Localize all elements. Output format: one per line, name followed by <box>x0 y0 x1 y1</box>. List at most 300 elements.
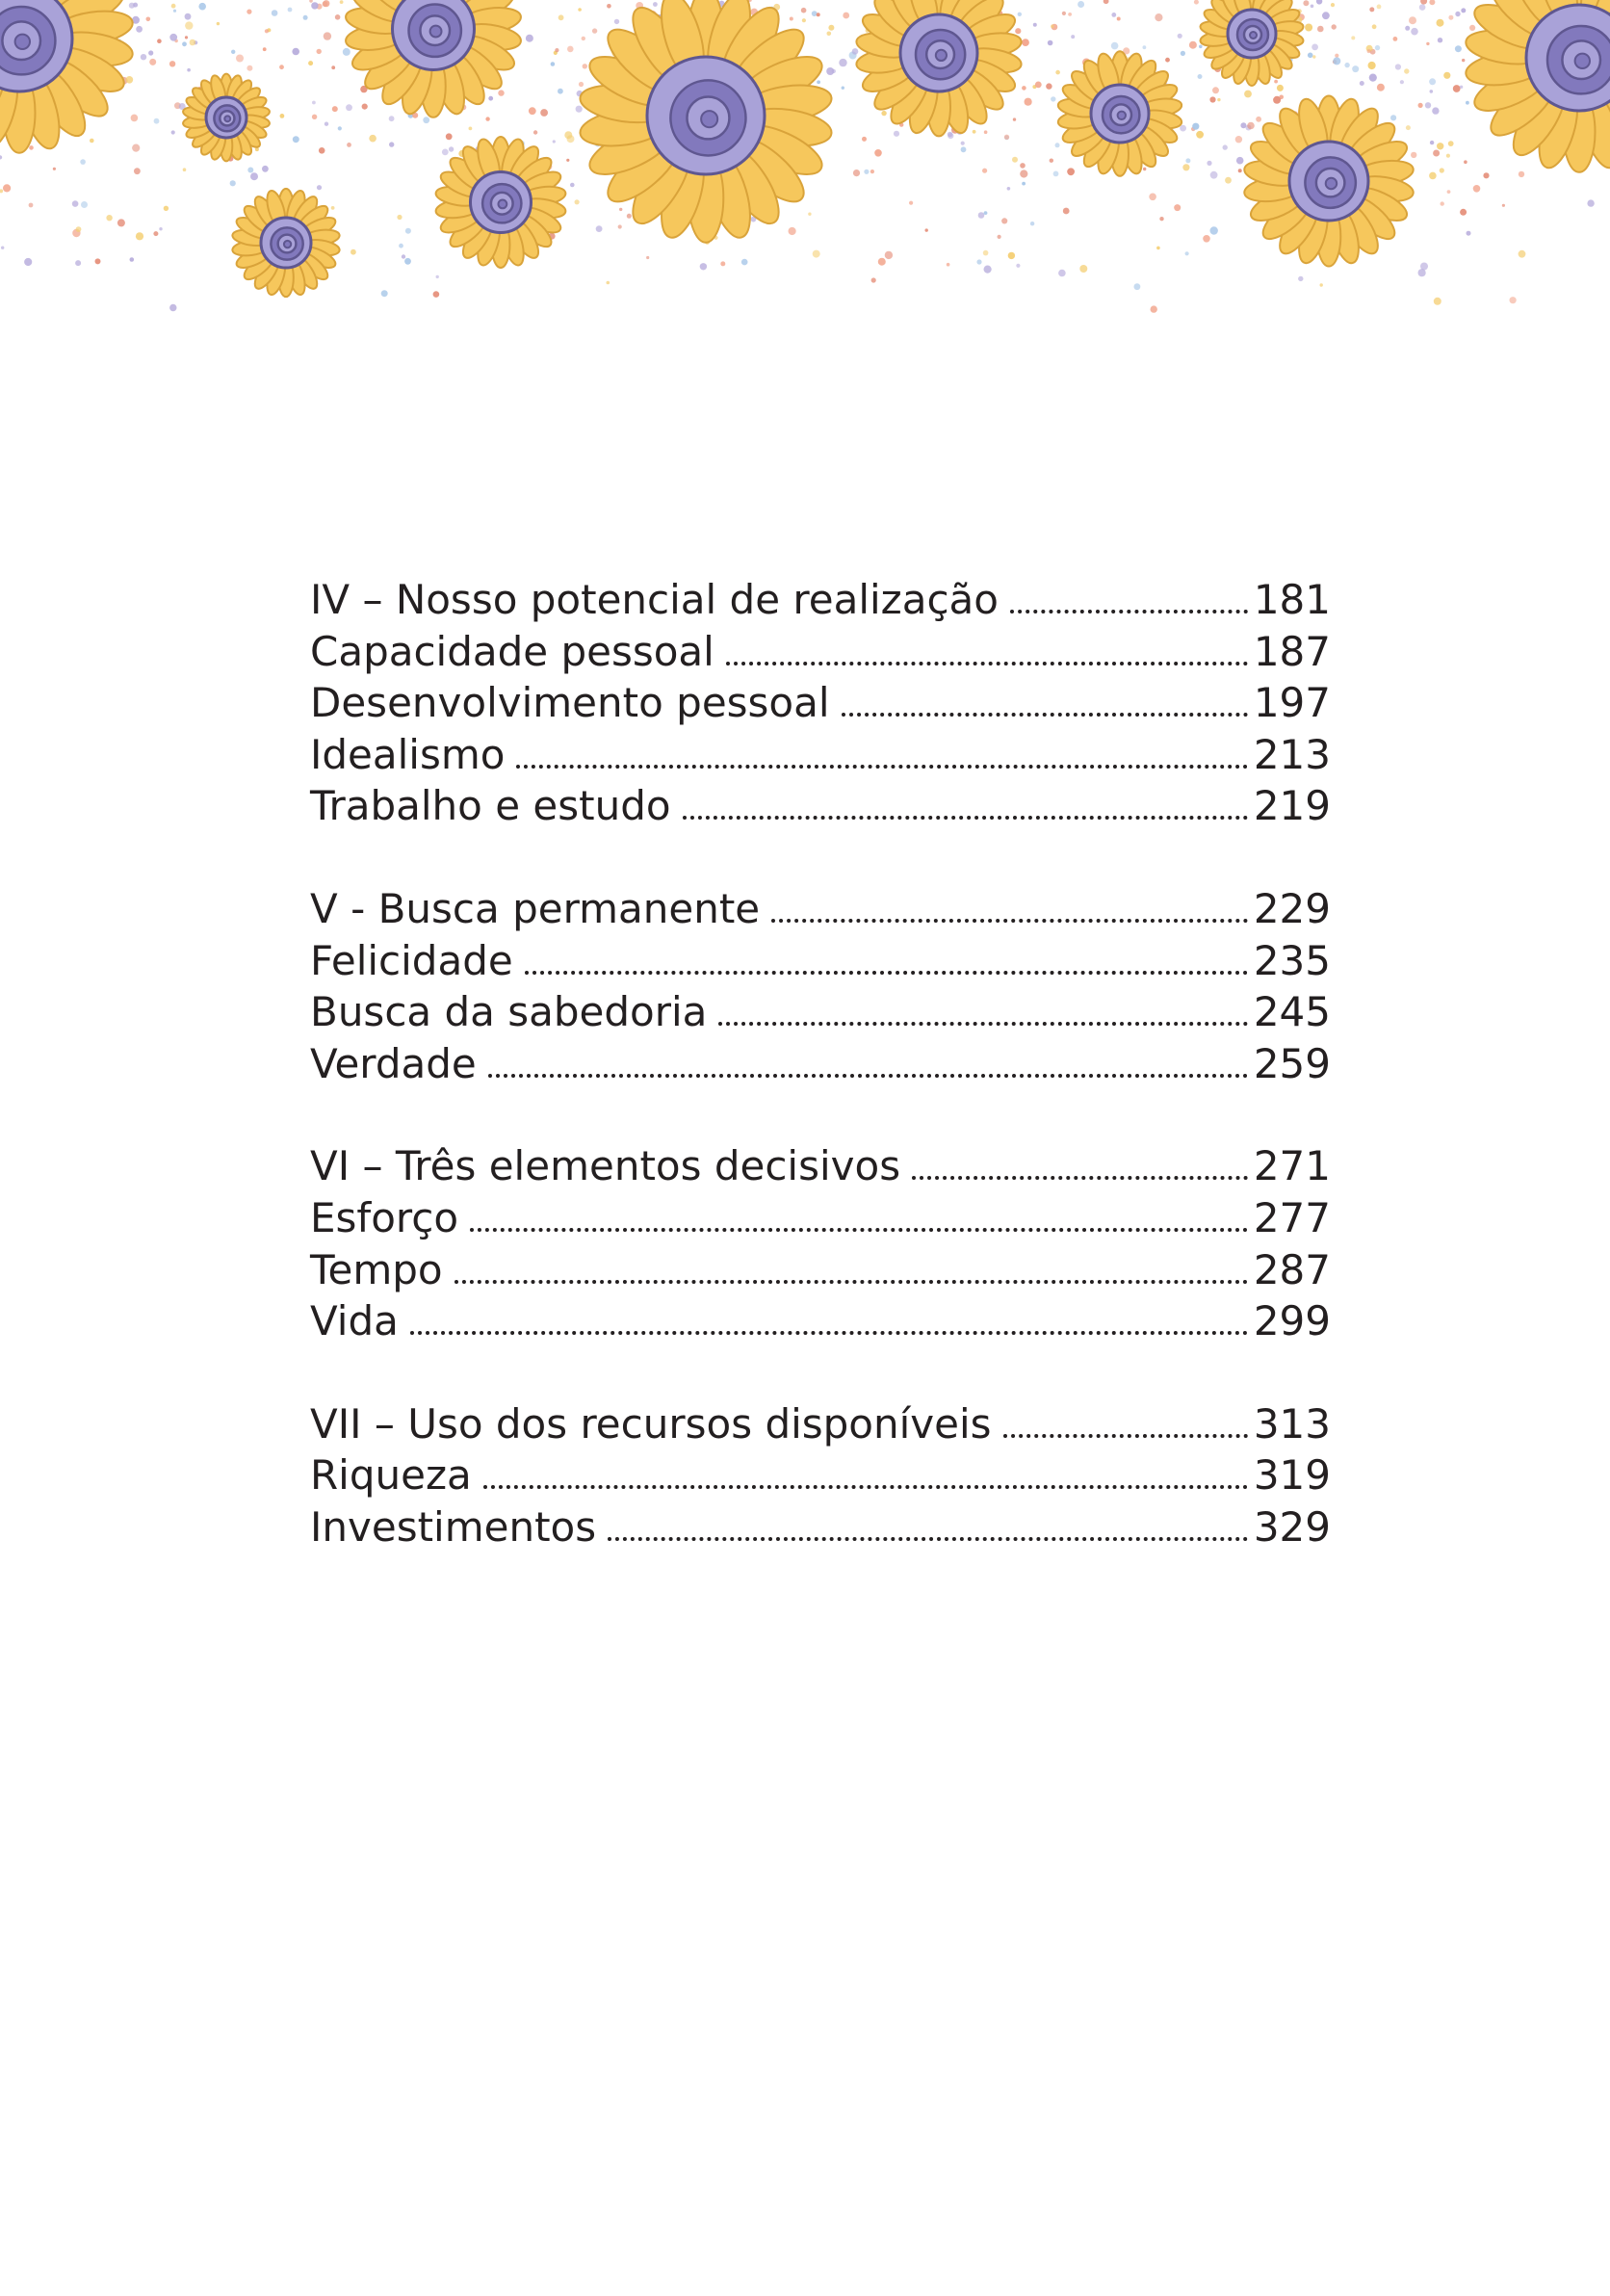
confetti-dot <box>1194 0 1199 5</box>
toc-entry <box>310 1501 1331 1553</box>
dot-leader <box>470 1228 1248 1232</box>
confetti-dot <box>1078 1 1084 8</box>
confetti-dot <box>1418 103 1423 108</box>
toc-entry-title: Verdade <box>310 1039 477 1087</box>
confetti-dot <box>185 36 188 39</box>
confetti-dot <box>1192 123 1199 130</box>
confetti-dot <box>95 258 101 264</box>
confetti-dot <box>1022 39 1029 46</box>
toc-entry-page: 299 <box>1253 1297 1331 1345</box>
confetti-dot <box>1210 226 1218 234</box>
confetti-dot <box>265 29 269 33</box>
confetti-dot <box>247 65 252 71</box>
confetti-dot <box>575 199 580 204</box>
confetti-dot <box>136 232 143 240</box>
confetti-dot <box>169 61 175 66</box>
confetti-dot <box>1217 98 1220 101</box>
confetti-dot <box>592 28 597 33</box>
confetti-dot <box>436 275 439 278</box>
sunflower-icon <box>1464 0 1610 172</box>
confetti-dot <box>1464 160 1467 164</box>
confetti-dot <box>1178 34 1182 39</box>
toc-entry <box>310 626 1331 678</box>
confetti-dot <box>1012 157 1018 163</box>
toc-entry <box>310 1295 1331 1347</box>
toc-section <box>310 1140 1331 1346</box>
confetti-dot <box>442 149 449 156</box>
confetti-dot <box>1159 217 1163 221</box>
confetti-dot <box>614 19 619 24</box>
confetti-dot <box>1460 209 1467 216</box>
toc-entry-page: 187 <box>1253 627 1331 675</box>
confetti-dot <box>351 249 356 255</box>
confetti-dot <box>1390 115 1396 120</box>
confetti-dot <box>1067 168 1075 175</box>
confetti-dot <box>324 32 331 39</box>
toc-entry-title: Esforço <box>310 1193 459 1241</box>
confetti-dot <box>247 10 251 14</box>
confetti-dot <box>335 14 341 20</box>
toc-entry <box>310 1398 1331 1450</box>
confetti-dot <box>1207 161 1211 166</box>
confetti-dot <box>1400 80 1404 84</box>
confetti-dot <box>576 106 583 113</box>
confetti-dot <box>1430 90 1434 93</box>
confetti-dot <box>1180 125 1186 132</box>
confetti-dot <box>72 200 79 207</box>
confetti-dot <box>1519 250 1526 258</box>
toc-entry-title: Vida <box>310 1297 399 1345</box>
confetti-dot <box>1335 54 1338 58</box>
confetti-dot <box>185 21 193 29</box>
confetti-dot <box>551 62 556 66</box>
confetti-dot <box>338 126 342 130</box>
confetti-dot <box>1510 297 1517 303</box>
confetti-dot <box>1502 204 1505 207</box>
confetti-dot <box>1198 74 1203 79</box>
table-of-contents <box>310 574 1331 1605</box>
toc-entry-title: IV – Nosso potencial de realização <box>310 576 999 623</box>
confetti-dot <box>1460 86 1463 89</box>
confetti-dot <box>1333 57 1340 65</box>
confetti-dot <box>488 96 493 101</box>
dot-leader <box>483 1485 1248 1489</box>
confetti-dot <box>1240 122 1246 128</box>
confetti-dot <box>874 149 882 157</box>
confetti-dot <box>1025 98 1032 106</box>
confetti-dot <box>1441 201 1444 205</box>
confetti-dot <box>1406 125 1411 130</box>
confetti-dot <box>340 0 344 4</box>
confetti-dot <box>1352 65 1359 72</box>
confetti-dot <box>827 32 832 37</box>
confetti-dot <box>169 304 176 311</box>
confetti-dot <box>159 227 162 230</box>
toc-entry-title: Desenvolvimento pessoal <box>310 679 830 727</box>
confetti-dot <box>1063 208 1070 215</box>
dot-leader <box>771 919 1248 923</box>
confetti-dot <box>1111 13 1116 17</box>
confetti-dot <box>1369 7 1374 12</box>
confetti-dot <box>1051 24 1054 28</box>
confetti-dot <box>292 48 299 56</box>
confetti-dot <box>343 48 351 56</box>
confetti-dot <box>558 89 563 94</box>
sunflower-icon <box>434 137 566 268</box>
toc-entry-page: 235 <box>1253 936 1331 984</box>
confetti-dot <box>24 258 32 266</box>
dot-leader <box>718 1022 1247 1026</box>
confetti-dot <box>1331 3 1335 7</box>
confetti-dot <box>309 0 313 3</box>
confetti-dot <box>236 55 244 63</box>
confetti-dot <box>485 117 489 120</box>
confetti-dot <box>90 139 94 144</box>
confetti-dot <box>582 37 585 40</box>
confetti-dot <box>653 2 658 7</box>
confetti-dot <box>982 169 987 173</box>
confetti-dot <box>579 82 584 87</box>
toc-entry-page: 213 <box>1253 730 1331 778</box>
confetti-dot <box>1185 251 1189 255</box>
confetti-dot <box>567 46 574 53</box>
confetti-dot <box>741 259 748 266</box>
confetti-dot <box>1020 170 1027 177</box>
confetti-dot <box>0 155 2 159</box>
confetti-dot <box>1055 143 1060 147</box>
confetti-dot <box>843 13 849 19</box>
confetti-dot <box>231 50 235 54</box>
dot-leader <box>1003 1434 1248 1438</box>
confetti-dot <box>881 111 886 116</box>
sunflower-icon <box>1199 0 1304 86</box>
confetti-dot <box>1467 231 1471 236</box>
confetti-dot <box>553 140 556 143</box>
confetti-dot <box>1405 26 1410 31</box>
confetti-dot <box>596 225 603 232</box>
toc-section <box>310 574 1331 832</box>
confetti-dot <box>570 183 575 188</box>
sunflower-icon <box>0 0 135 153</box>
confetti-dot <box>1461 8 1466 13</box>
confetti-dot <box>1466 101 1469 105</box>
confetti-dot <box>817 80 820 84</box>
confetti-dot <box>885 251 893 259</box>
confetti-dot <box>812 11 818 16</box>
confetti-dot <box>106 215 112 221</box>
confetti-dot <box>961 142 965 145</box>
confetti-dot <box>29 145 34 150</box>
confetti-dot <box>870 170 874 173</box>
confetti-dot <box>1448 15 1453 20</box>
toc-entry <box>310 1192 1331 1244</box>
confetti-dot <box>976 259 981 264</box>
confetti-dot <box>1058 270 1066 277</box>
confetti-dot <box>790 17 793 21</box>
confetti-dot <box>288 8 293 13</box>
confetti-dot <box>185 13 192 20</box>
dot-leader <box>912 1176 1248 1180</box>
confetti-dot <box>130 257 135 262</box>
confetti-dot <box>134 168 141 174</box>
confetti-dot <box>81 201 88 208</box>
confetti-dot <box>1117 17 1121 21</box>
confetti-dot <box>262 166 269 172</box>
confetti-dot <box>397 215 402 220</box>
toc-entry-title: Capacidade pessoal <box>310 627 714 675</box>
confetti-dot <box>29 203 34 208</box>
confetti-dot <box>317 185 322 190</box>
confetti-dot <box>1305 24 1312 32</box>
confetti-dot <box>1344 63 1349 67</box>
toc-entry <box>310 1038 1331 1090</box>
confetti-dot <box>1062 12 1066 15</box>
confetti-dot <box>1196 131 1204 139</box>
confetti-dot <box>1312 55 1315 58</box>
confetti-dot <box>173 10 176 13</box>
confetti-dot <box>1455 12 1460 16</box>
confetti-dot <box>1236 157 1244 165</box>
confetti-dot <box>533 130 537 134</box>
confetti-dot <box>1225 177 1232 184</box>
confetti-dot <box>405 228 411 234</box>
confetti-dot <box>381 290 388 297</box>
confetti-dot <box>1149 194 1156 201</box>
confetti-dot <box>842 87 844 90</box>
confetti-dot <box>198 3 206 11</box>
toc-entry-page: 245 <box>1253 988 1331 1036</box>
confetti-dot <box>3 184 11 192</box>
confetti-dot <box>864 170 869 174</box>
confetti-dot <box>961 146 967 152</box>
sunflower-icon <box>182 74 271 162</box>
confetti-dot <box>1311 44 1318 51</box>
confetti-dot <box>146 17 151 22</box>
confetti-dot <box>1001 218 1007 223</box>
confetti-dot <box>1004 135 1009 140</box>
confetti-dot <box>1432 107 1439 114</box>
confetti-dot <box>1007 187 1011 191</box>
confetti-dot <box>1429 172 1437 180</box>
confetti-dot <box>1256 117 1261 122</box>
confetti-dot <box>1437 143 1443 149</box>
confetti-dot <box>1015 28 1021 34</box>
confetti-dot <box>1409 16 1416 24</box>
confetti-dot <box>53 168 56 170</box>
confetti-dot <box>402 254 405 258</box>
confetti-dot <box>526 35 533 42</box>
confetti-dot <box>700 263 707 270</box>
toc-entry <box>310 986 1331 1038</box>
confetti-dot <box>1274 80 1278 84</box>
confetti-dot <box>1053 171 1059 177</box>
confetti-dot <box>566 159 569 162</box>
confetti-dot <box>984 266 992 274</box>
confetti-dot <box>1210 171 1218 179</box>
confetti-dot <box>164 206 169 211</box>
confetti-dot <box>1372 24 1377 29</box>
sunflower-icon <box>855 0 1023 136</box>
confetti-dot <box>1447 190 1451 194</box>
confetti-dot <box>183 168 187 171</box>
confetti-dot <box>325 122 328 126</box>
toc-entry-page: 271 <box>1253 1142 1331 1190</box>
confetti-dot <box>646 256 649 259</box>
confetti-dot <box>280 114 285 118</box>
confetti-dot <box>802 18 806 22</box>
confetti-dot <box>1448 141 1454 146</box>
confetti-dot <box>619 208 622 211</box>
confetti-dot <box>1317 26 1324 33</box>
toc-entry-page: 319 <box>1253 1451 1331 1500</box>
confetti-dot <box>1143 168 1146 170</box>
dot-leader <box>842 713 1248 717</box>
confetti-dot <box>789 227 796 235</box>
confetti-dot <box>853 170 860 176</box>
toc-entry-page: 259 <box>1253 1039 1331 1087</box>
sunflower-icon <box>1057 51 1183 176</box>
confetti-dot <box>1440 168 1444 172</box>
confetti-dot <box>1298 276 1303 281</box>
confetti-dot <box>1462 59 1465 62</box>
confetti-dot <box>1453 85 1461 92</box>
toc-section <box>310 883 1331 1089</box>
confetti-dot <box>1050 159 1053 163</box>
sunflower-banner <box>0 0 1610 327</box>
confetti-dot <box>1022 86 1026 91</box>
confetti-dot <box>948 132 953 138</box>
confetti-dot <box>1443 72 1450 79</box>
confetti-dot <box>839 59 846 66</box>
confetti-dot <box>331 206 335 210</box>
confetti-dot <box>828 25 834 31</box>
confetti-dot <box>1375 45 1380 50</box>
confetti-dot <box>1238 169 1242 172</box>
confetti-dot <box>362 104 368 110</box>
confetti-dot <box>832 69 836 73</box>
confetti-dot <box>157 39 162 43</box>
confetti-dot <box>973 130 976 134</box>
confetti-dot <box>1068 13 1072 16</box>
confetti-dot <box>247 168 253 173</box>
confetti-dot <box>1395 64 1401 69</box>
confetti-dot <box>1071 35 1075 39</box>
confetti-dot <box>1368 62 1376 69</box>
confetti-dot <box>1235 136 1242 143</box>
confetti-dot <box>446 133 453 140</box>
confetti-dot <box>813 250 820 258</box>
confetti-dot <box>720 261 725 266</box>
confetti-dot <box>1351 36 1355 39</box>
dot-leader <box>410 1331 1248 1335</box>
confetti-dot <box>1418 269 1426 276</box>
confetti-dot <box>1046 83 1052 89</box>
confetti-dot <box>1223 144 1228 149</box>
confetti-dot <box>1013 117 1016 120</box>
confetti-dot <box>1473 185 1481 193</box>
confetti-dot <box>1055 70 1060 75</box>
confetti-dot <box>131 115 139 122</box>
confetti-dot <box>230 180 236 186</box>
confetti-dot <box>319 147 325 154</box>
confetti-dot <box>80 159 86 165</box>
toc-entry-page: 313 <box>1253 1399 1331 1448</box>
toc-entry-page: 277 <box>1253 1193 1331 1241</box>
sunflower-icon <box>578 0 834 243</box>
confetti-dot <box>469 127 473 131</box>
confetti-dot <box>852 48 859 55</box>
confetti-dot <box>133 3 138 8</box>
toc-entry-title: Trabalho e estudo <box>310 782 671 830</box>
confetti-dot <box>1174 204 1181 211</box>
confetti-dot <box>558 14 564 20</box>
confetti-dot <box>126 76 134 84</box>
confetti-dot <box>323 0 329 7</box>
dot-leader <box>525 971 1248 975</box>
confetti-dot <box>1020 163 1026 169</box>
toc-entry-title: Idealismo <box>310 730 506 778</box>
confetti-dot <box>529 107 536 115</box>
confetti-dot <box>978 212 985 219</box>
confetti-dot <box>1446 154 1450 158</box>
confetti-dot <box>263 47 267 51</box>
confetti-dot <box>1035 82 1042 89</box>
confetti-dot <box>1377 84 1385 91</box>
toc-entry-title: Investimentos <box>310 1502 597 1551</box>
confetti-dot <box>947 263 950 267</box>
confetti-dot <box>1134 283 1141 290</box>
confetti-dot <box>1111 42 1119 50</box>
confetti-dot <box>1033 23 1037 27</box>
dot-leader <box>454 1280 1248 1284</box>
confetti-dot <box>449 146 454 151</box>
toc-section <box>310 1398 1331 1553</box>
confetti-dot <box>1079 265 1087 273</box>
confetti-dot <box>894 131 899 137</box>
confetti-dot <box>1303 0 1309 6</box>
confetti-dot <box>607 4 611 9</box>
confetti-dot <box>984 130 988 134</box>
confetti-dot <box>1203 235 1210 243</box>
confetti-dot <box>312 101 316 105</box>
confetti-dot <box>1247 122 1255 130</box>
confetti-dot <box>817 13 820 16</box>
confetti-dot <box>1322 12 1330 19</box>
confetti-dot <box>1519 171 1524 177</box>
confetti-dot <box>925 228 928 231</box>
confetti-dot <box>293 136 299 143</box>
toc-entry <box>310 1140 1331 1192</box>
confetti-dot <box>76 226 82 232</box>
confetti-dot <box>369 135 377 143</box>
confetti-dot <box>1185 158 1190 163</box>
confetti-dot <box>618 224 622 228</box>
confetti-dot <box>627 214 632 219</box>
confetti-dot <box>1433 150 1440 157</box>
confetti-dot <box>1369 74 1377 82</box>
confetti-dot <box>1411 28 1418 36</box>
confetti-dot <box>433 291 440 298</box>
confetti-dot <box>1332 24 1337 29</box>
toc-entry-title: VI – Três elementos decisivos <box>310 1142 901 1190</box>
confetti-dot <box>1104 0 1109 4</box>
sunflower-icon <box>231 189 340 297</box>
confetti-dot <box>1165 58 1170 63</box>
confetti-dot <box>1483 172 1489 178</box>
confetti-dot <box>1425 102 1431 108</box>
confetti-dot <box>1048 40 1053 46</box>
sunflowers <box>0 0 1610 297</box>
